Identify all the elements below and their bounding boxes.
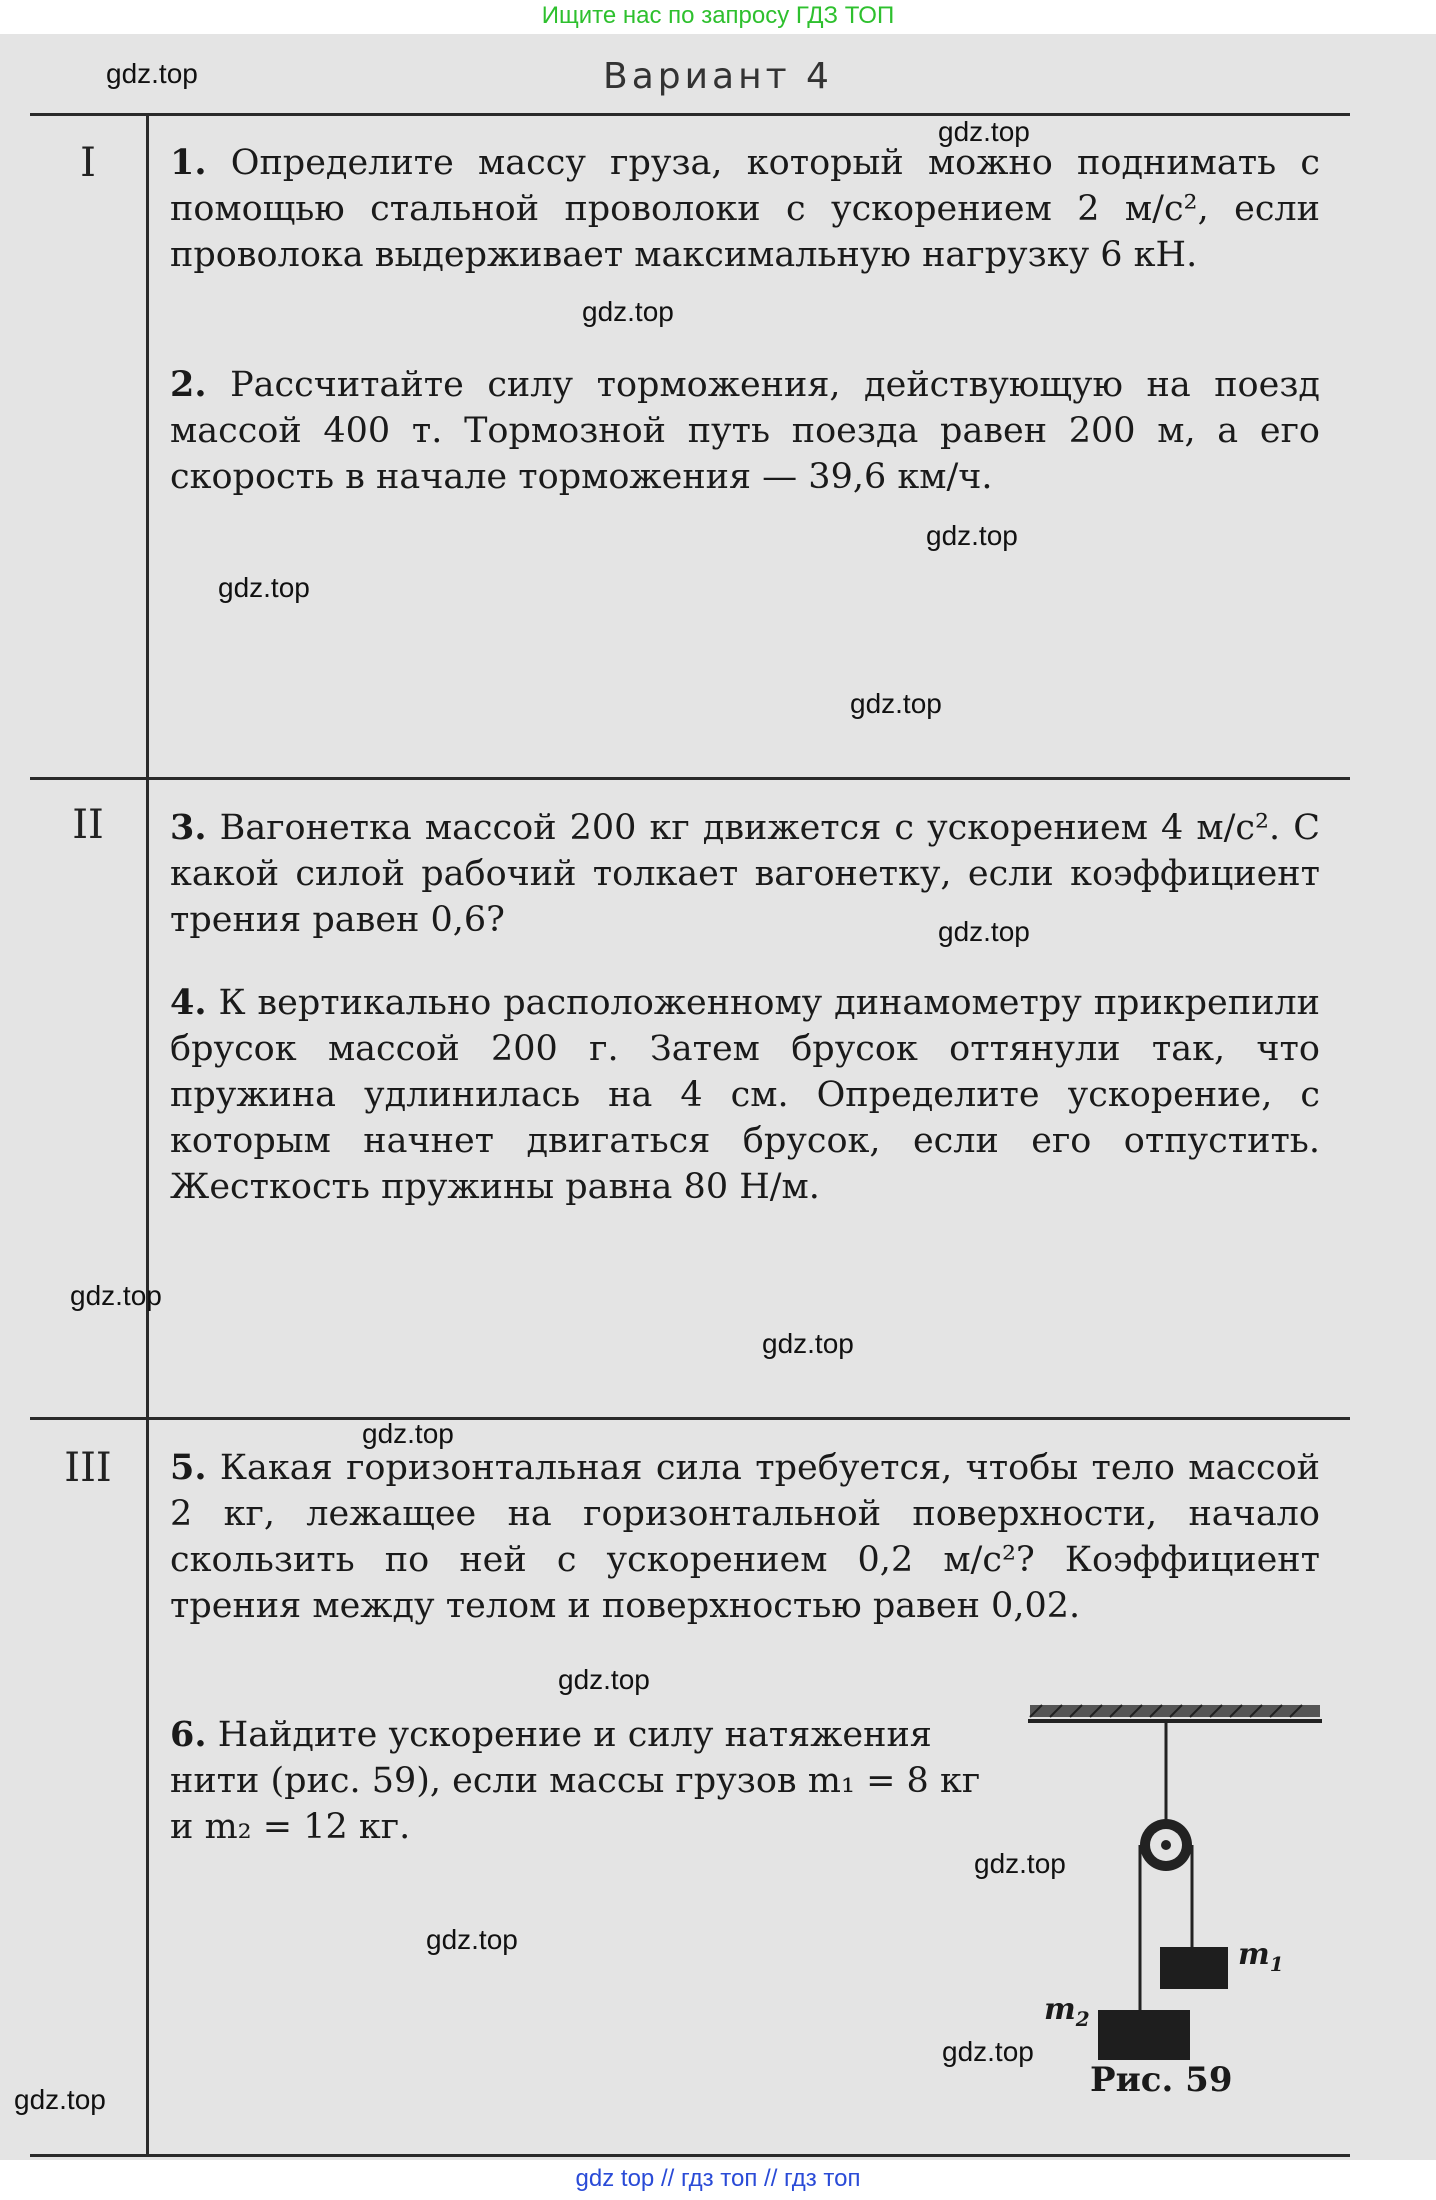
page-title: Вариант 4 [603,56,833,97]
problem-number: 6. [170,1714,207,1755]
section-roman-1: I [80,140,96,186]
problem-2 [170,362,1320,500]
problem-text: Определите массу груза, который можно поднимать с помощью стальной проволоки с ускорением 2 м/с², если проволока выдерживает максимальную нагрузку 6 кН. [170,143,1320,275]
watermark: gdz.top [850,688,942,719]
pulley-axle [1161,1840,1171,1850]
table-bottom-line [30,2154,1350,2157]
problem-text: Найдите ускорение и силу натяжения нити (рис. 59), если массы грузов m₁ = 8 кг и m₂ = 12 кг. [170,1715,981,1847]
watermark: gdz.top [974,1848,1066,1879]
problem-3 [170,805,1320,943]
top-banner: Ищите нас по запросу ГДЗ ТОП [541,2,895,29]
section-roman-2: II [72,802,104,848]
watermark: gdz.top [426,1924,518,1955]
mass-label-m2: $m_2$ [1044,1992,1090,2031]
problem-number: 2. [170,364,207,405]
table-column-line [146,115,149,2155]
mass-label-m1: $m_1$ [1238,1937,1284,1976]
mass-block-2 [1098,2010,1190,2060]
section-roman-3: III [64,1445,112,1491]
watermark: gdz.top [938,116,1030,147]
watermark: gdz.top [106,58,198,89]
problem-number: 3. [170,807,207,848]
watermark: gdz.top [582,296,674,327]
problem-text: К вертикально расположенному динамометру прикрепили брусок массой 200 г. Затем брусок оттянули так, что пружина удлинилась на 4 см. Определите ускорение, с которым начнет двигаться брусок, если его отпустить. Жесткость пружины равна 80 Н/м. [170,983,1320,1207]
problem-number: 1. [170,142,207,183]
problem-text: Вагонетка массой 200 кг движется с ускорением 4 м/с². С какой силой рабочий толкает вагонетку, если коэффициент трения равен 0,6? [170,808,1320,940]
watermark: gdz.top [942,2036,1034,2067]
section-divider-2 [30,1417,1350,1420]
problem-4 [170,980,1320,1210]
problem-number: 5. [170,1447,207,1488]
watermark: gdz.top [218,572,310,603]
figure-caption: Рис. 59 [1090,2060,1233,2100]
watermark: gdz.top [938,916,1030,947]
watermark: gdz.top [14,2084,106,2115]
problem-5 [170,1445,1320,1629]
watermark: gdz.top [762,1328,854,1359]
problem-text: Рассчитайте силу торможения, действующую на поезд массой 400 т. Тормозной путь поезда равен 200 м, а его скорость в начале торможения — 39,6 км/ч. [170,365,1320,497]
problem-1 [170,140,1320,278]
watermark: gdz.top [926,520,1018,551]
table-top-line [30,113,1350,116]
watermark: gdz.top [70,1280,162,1311]
bottom-banner: gdz top // гдз топ // гдз топ [575,2165,861,2192]
problem-number: 4. [170,982,207,1023]
problem-text: Какая горизонтальная сила требуется, чтобы тело массой 2 кг, лежащее на горизонтальной поверхности, начало скользить по ней с ускорением 0,2 м/с²? Коэффициент трения между телом и поверхностью равен 0,02. [170,1448,1320,1626]
section-divider-1 [30,777,1350,780]
pulley-figure [1020,1695,1340,2095]
ceiling-line [1028,1719,1322,1723]
mass-block-1 [1160,1947,1228,1989]
watermark: gdz.top [362,1418,454,1449]
watermark: gdz.top [558,1664,650,1695]
problem-6 [170,1712,1000,1850]
